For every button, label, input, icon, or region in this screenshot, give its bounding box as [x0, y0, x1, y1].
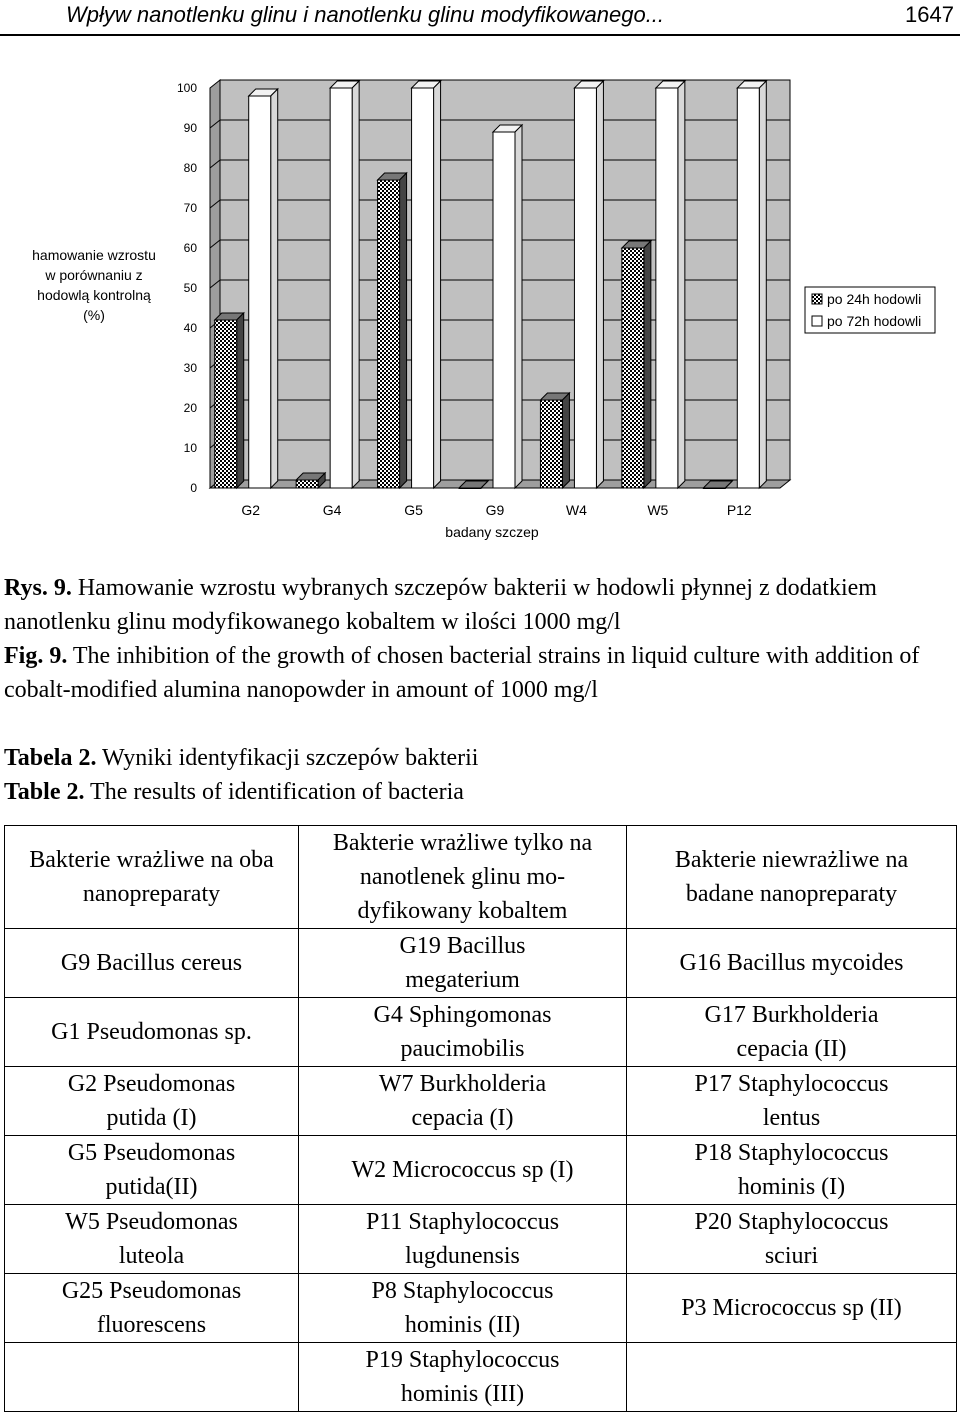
page-number: 1647: [905, 2, 954, 27]
x-tick-label: G9: [485, 502, 505, 518]
bar: [574, 81, 603, 488]
bar: [378, 173, 407, 488]
table-cell: G19 Bacillus megaterium: [299, 929, 627, 998]
bar-front: [574, 88, 596, 488]
bar: [249, 89, 278, 488]
table-cell: G4 Sphingomonas paucimobilis: [299, 998, 627, 1067]
table-cell: P18 Staphylococcus hominis (I): [627, 1136, 957, 1205]
y-tick-label: 50: [183, 281, 197, 295]
table-row: [5, 1136, 957, 1205]
table-cell: G9 Bacillus cereus: [5, 929, 299, 998]
legend-label: po 72h hodowli: [827, 313, 922, 329]
table-label-pl: Tabela 2.: [4, 745, 97, 771]
header-cell: Bakterie niewrażliwe na badane nanopreparaty: [627, 826, 957, 929]
table-cell: G2 Pseudomonas putida (I): [5, 1067, 299, 1136]
table-cell: P20 Staphylococcus sciuri: [627, 1205, 957, 1274]
legend-label: po 24h hodowli: [827, 291, 922, 307]
bar-front: [656, 88, 678, 488]
y-axis-label-line: hodowlą kontrolną: [37, 287, 151, 303]
table-cell: P19 Staphylococcus hominis (III): [299, 1343, 627, 1412]
y-axis-label: [32, 247, 156, 323]
table-cell: P17 Staphylococcus lentus: [627, 1067, 957, 1136]
table-row: [5, 929, 957, 998]
table-text-pl: Wyniki identyfikacji szczepów bakterii: [96, 745, 479, 771]
table-caption-en: [4, 775, 954, 809]
table-cell: W2 Micrococcus sp (I): [299, 1136, 627, 1205]
bar-side: [562, 393, 569, 488]
bacteria-identification-table: [4, 825, 957, 1412]
table-cell: P3 Micrococcus sp (II): [627, 1274, 957, 1343]
bar-front: [296, 480, 318, 488]
x-tick-label: P12: [726, 502, 752, 518]
y-tick-label: 10: [183, 441, 197, 455]
table-text-en: The results of identification of bacteria: [84, 779, 464, 805]
table-caption: [4, 741, 954, 809]
x-tick-label: G5: [404, 502, 423, 518]
bar-side: [400, 173, 407, 488]
y-tick-label: 40: [183, 321, 197, 335]
bar-side: [434, 81, 441, 488]
x-tick-label: W4: [565, 502, 587, 518]
legend: [805, 287, 935, 333]
table-caption-pl: [4, 741, 954, 775]
bar: [656, 81, 685, 488]
header-cell: Bakterie wrażliwe na oba nanopreparaty: [5, 826, 299, 929]
bar-front: [540, 400, 562, 488]
bar-side: [515, 125, 522, 488]
x-tick-label: G4: [322, 502, 342, 518]
bar-side: [678, 81, 685, 488]
table-row: [5, 1205, 957, 1274]
bar-front: [703, 488, 725, 489]
y-tick-label: 30: [183, 361, 197, 375]
legend-swatch: [812, 316, 822, 326]
y-tick-label: 70: [183, 201, 197, 215]
y-tick-label: 0: [190, 481, 197, 495]
bar-side: [237, 313, 244, 488]
table-cell: G17 Burkholderia cepacia (II): [627, 998, 957, 1067]
bar-front: [622, 248, 644, 488]
bar-front: [459, 488, 481, 489]
inhibition-bar-chart: [0, 60, 960, 550]
table-cell: G5 Pseudomonas putida(II): [5, 1136, 299, 1205]
table-cell: G16 Bacillus mycoides: [627, 929, 957, 998]
figure-text-en: The inhibition of the growth of chosen bacterial strains in liquid culture with addition of cobalt-modified alumina nanopowder in amount of 1000 mg/l: [4, 643, 920, 703]
y-axis-label-line: hamowanie wzrostu: [32, 247, 156, 263]
table-cell: W7 Burkholderia cepacia (I): [299, 1067, 627, 1136]
x-tick-label: W5: [647, 502, 669, 518]
bar: [622, 241, 651, 488]
table-row: [5, 1067, 957, 1136]
y-tick-label: 20: [183, 401, 197, 415]
bar: [330, 81, 359, 488]
table-row: [5, 998, 957, 1067]
table-cell: G1 Pseudomonas sp.: [5, 998, 299, 1067]
table-cell: [627, 1343, 957, 1412]
y-axis-label-line: w porównaniu z: [45, 267, 143, 283]
table-header-row: [5, 826, 957, 929]
bar: [737, 81, 766, 488]
running-header-title: Wpływ nanotlenku glinu i nanotlenku glinu modyfikowanego...: [66, 2, 665, 27]
bar: [540, 393, 569, 488]
y-tick-label: 60: [183, 241, 197, 255]
running-header: [0, 0, 960, 36]
bar-side: [644, 241, 651, 488]
bar-side: [271, 89, 278, 488]
x-axis-label: badany szczep: [445, 524, 539, 540]
table-cell: P8 Staphylococcus hominis (II): [299, 1274, 627, 1343]
table-cell: W5 Pseudomonas luteola: [5, 1205, 299, 1274]
x-axis-ticks: [241, 502, 752, 518]
bar-front: [249, 96, 271, 488]
bar-front: [737, 88, 759, 488]
bar-front: [412, 88, 434, 488]
table-row: [5, 1343, 957, 1412]
table-cell: P11 Staphylococcus lugdunensis: [299, 1205, 627, 1274]
figure-label-en: Fig. 9.: [4, 643, 68, 669]
bar-side: [759, 81, 766, 488]
bar-front: [330, 88, 352, 488]
bar-side: [352, 81, 359, 488]
table-cell: [5, 1343, 299, 1412]
figure-label-pl: Rys. 9.: [4, 575, 72, 601]
figure-caption: [4, 571, 954, 707]
table-row: [5, 1274, 957, 1343]
y-tick-label: 80: [183, 161, 197, 175]
header-cell: Bakterie wrażliwe tylko na nanotlenek glinu mo-dyfikowany kobaltem: [299, 826, 627, 929]
y-axis-ticks: [177, 81, 197, 495]
figure-caption-en: [4, 639, 954, 707]
bar: [493, 125, 522, 488]
figure-caption-pl: [4, 571, 954, 639]
bar-front: [378, 180, 400, 488]
x-tick-label: G2: [241, 502, 261, 518]
bar-side: [596, 81, 603, 488]
legend-swatch: [812, 294, 822, 304]
table-label-en: Table 2.: [4, 779, 85, 805]
bar: [412, 81, 441, 488]
y-tick-label: 100: [176, 81, 197, 95]
bar-front: [215, 320, 237, 488]
bar: [296, 473, 325, 488]
bar: [215, 313, 244, 488]
y-tick-label: 90: [183, 121, 197, 135]
figure-text-pl: Hamowanie wzrostu wybranych szczepów bakterii w hodowli płynnej z dodatkiem nanotlenku glinu modyfikowanego kobaltem w ilości 1000 mg/l: [4, 575, 877, 635]
bar-front: [493, 132, 515, 488]
table-cell: G25 Pseudomonas fluorescens: [5, 1274, 299, 1343]
y-axis-label-line: (%): [83, 307, 105, 323]
